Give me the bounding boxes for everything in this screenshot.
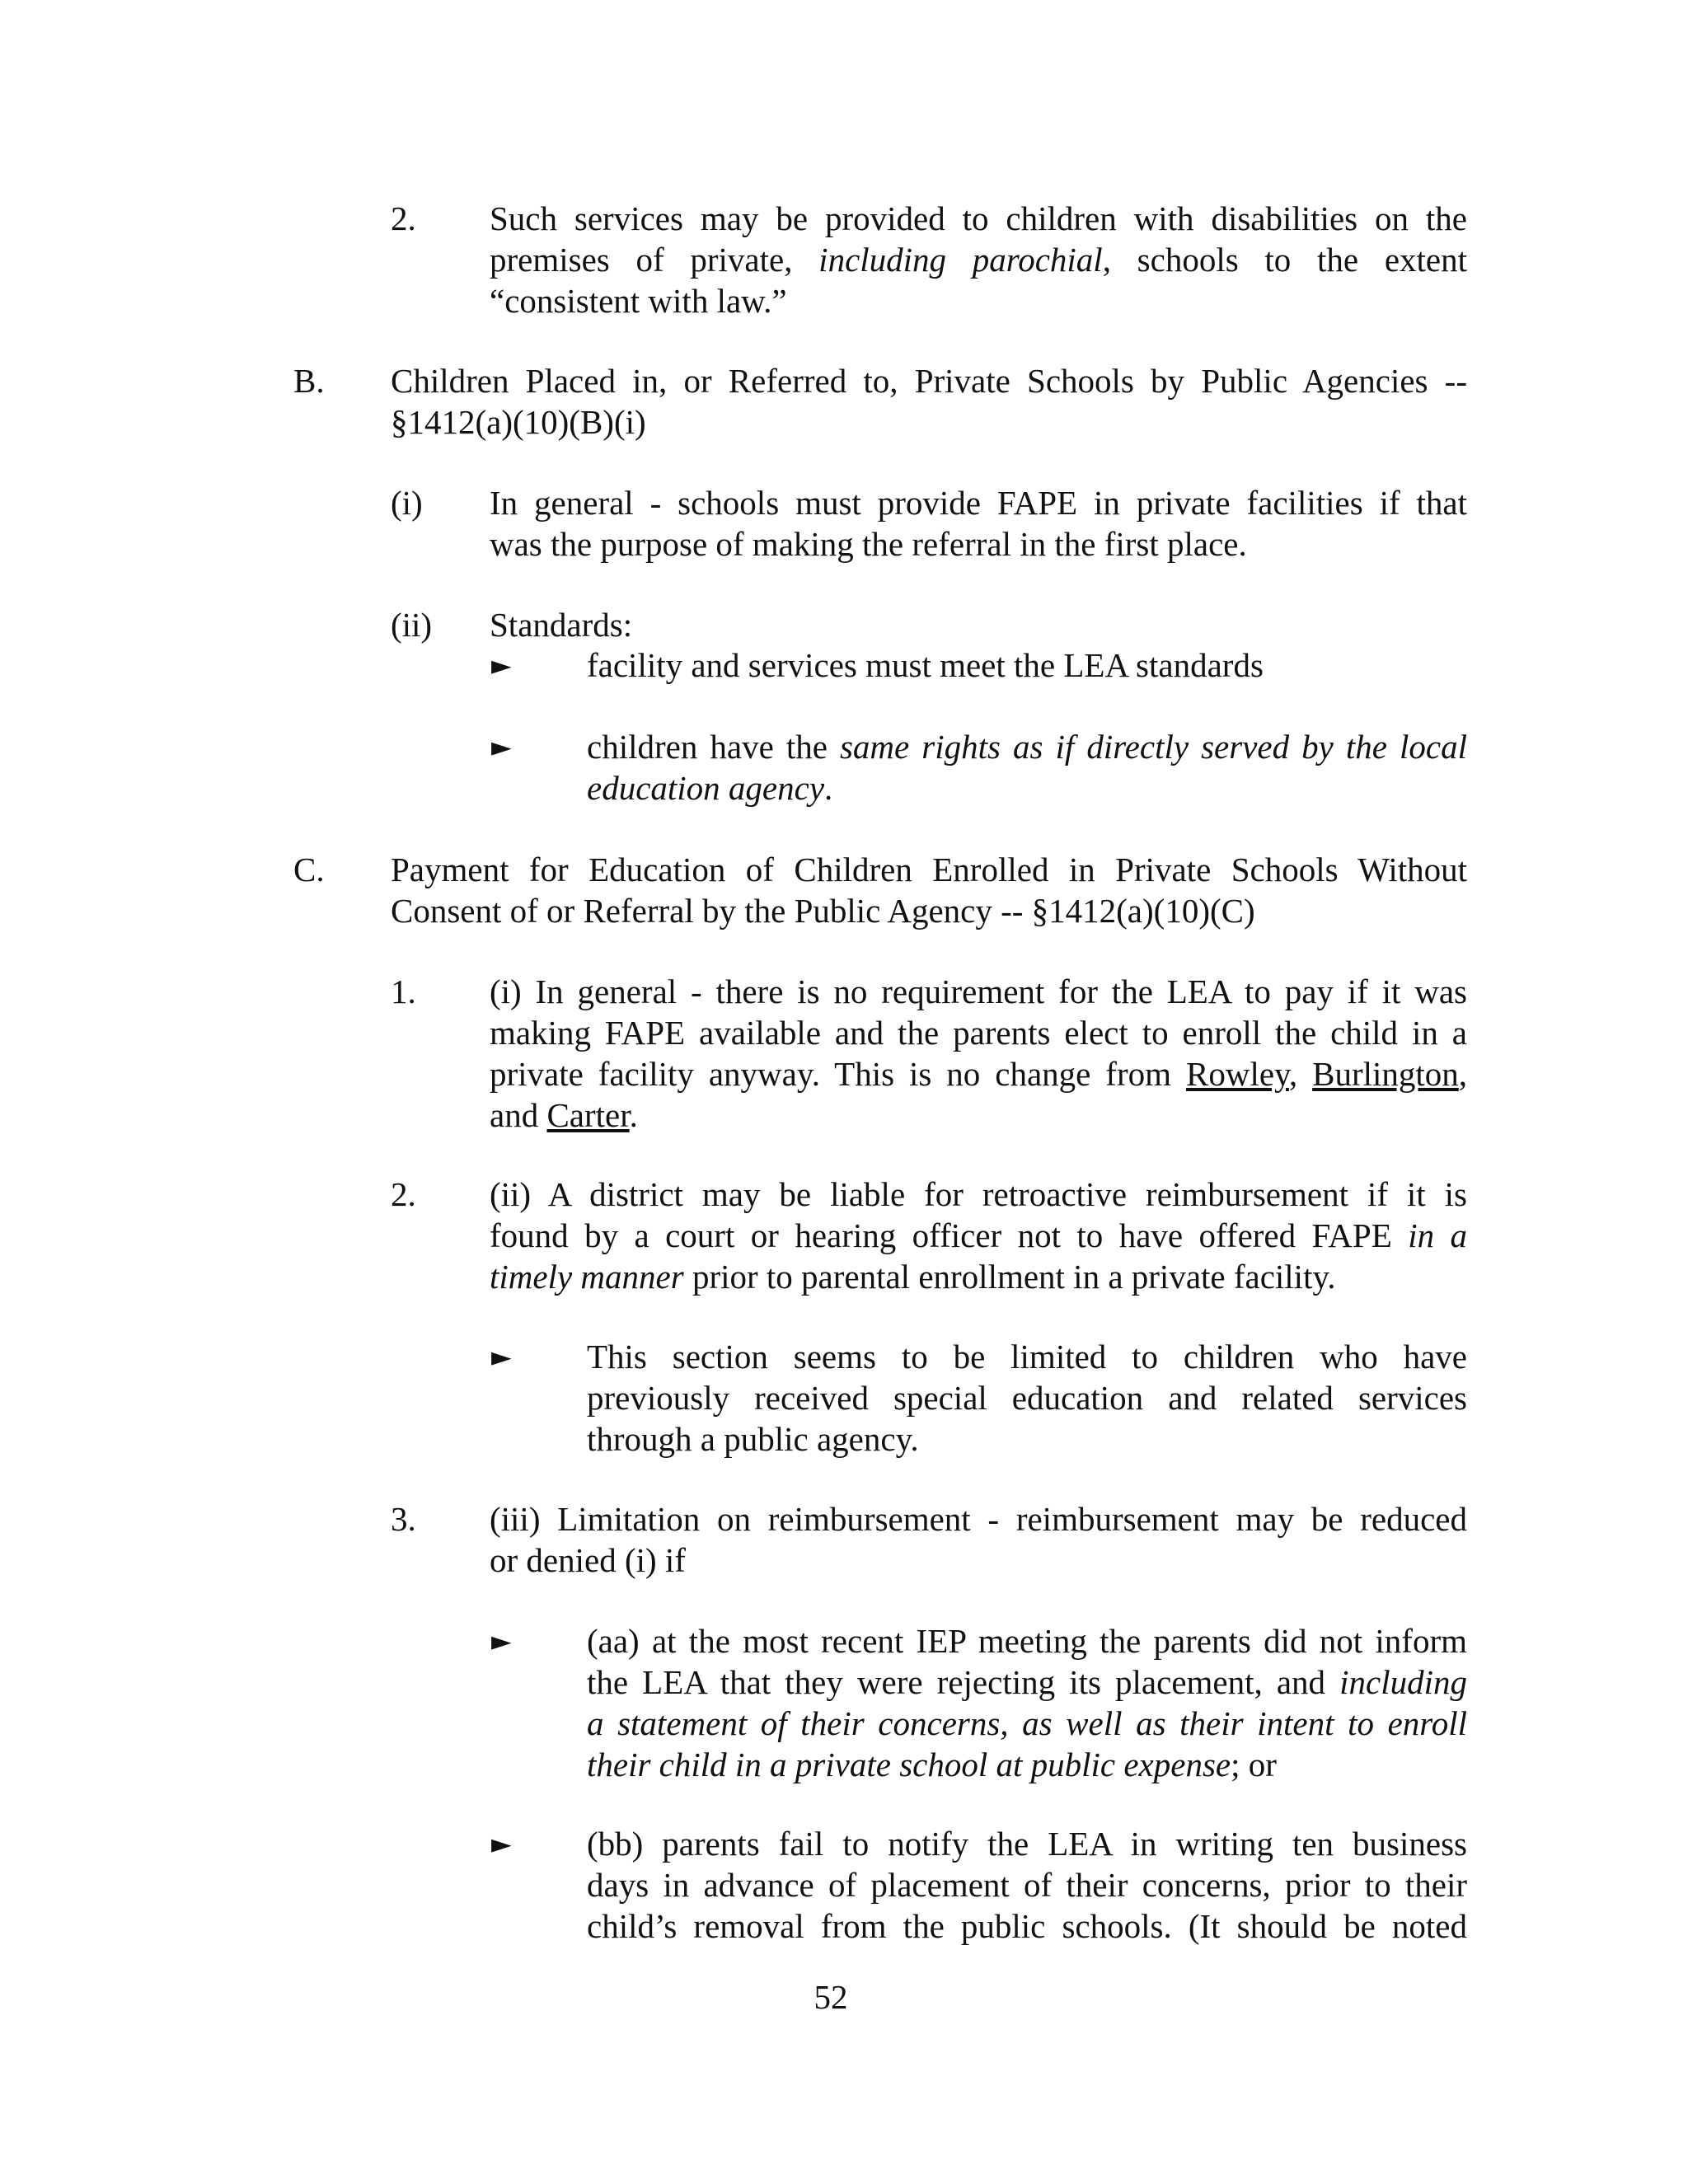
case-rowley: Rowley [1185,1055,1289,1093]
section-b-label: B. [293,362,325,400]
bullet-arrow-icon: ► [491,731,512,762]
item-c1-text: (i) In general - there is no requirement for the LEA to pay if it was making FAPE available and the parents elect to enroll the child in a private facility anyway. This is no change from Rowley, Burlington, and Carter. [490,972,1468,1134]
case-carter: Carter [546,1096,630,1134]
item-ii-label: (ii) [391,606,433,644]
bullet-arrow-icon: ► [491,1625,512,1657]
item-ii-title: Standards: [490,606,633,644]
item-2-top-label: 2. [391,199,416,237]
item-c1-label: 1. [391,972,416,1010]
section-c-label: C. [293,851,325,888]
page-number: 52 [814,1978,848,2016]
item-c2-text: (ii) A district may be liable for retroactive reimbursement if it is found by a court or hearing officer not to have offered FAPE in a timely manner prior to parental enrollment in a private facility. [490,1175,1467,1296]
item-c2-label: 2. [391,1175,416,1213]
item-2-top-text: Such services may be provided to children with disabilities on the premises of private, including parochial, schools to the extent “consistent with law.” [490,199,1467,320]
bullet-arrow-icon: ► [491,1341,512,1372]
item-i-label: (i) [391,484,423,522]
bullet-standards-1: facility and services must meet the LEA standards [587,646,1264,684]
bullet-aa: (aa) at the most recent IEP meeting the parents did not inform the LEA that they were rejecting its placement, and including a statement of their concerns, as well as their intent to enroll their child in a private school at public expense; or [587,1622,1467,1783]
item-c3-text: (iii) Limitation on reimbursement - reimbursement may be reduced or denied (i) if [490,1500,1467,1579]
bullet-arrow-icon: ► [491,1828,512,1859]
case-burlington: Burlington [1312,1055,1459,1093]
section-c-heading: Payment for Education of Children Enrolled in Private Schools Without Consent of or Referral by the Public Agency -- §1412(a)(10)(C) [391,851,1467,930]
bullet-arrow-icon: ► [491,649,512,681]
bullet-standards-2: children have the same rights as if directly served by the local education agency. [587,728,1467,807]
item-i-text: In general - schools must provide FAPE in private facilities if that was the purpose of making the referral in the first place. [490,484,1467,563]
bullet-bb: (bb) parents fail to notify the LEA in writing ten business days in advance of placement of their concerns, prior to their child’s removal from the public schools. (It should be noted [587,1825,1467,1945]
item-c3-label: 3. [391,1500,416,1538]
bullet-c2: This section seems to be limited to children who have previously received special education and related services through a public agency. [587,1338,1467,1458]
section-b-heading: Children Placed in, or Referred to, Private Schools by Public Agencies -- §1412(a)(10)(B)(i) [391,362,1467,441]
